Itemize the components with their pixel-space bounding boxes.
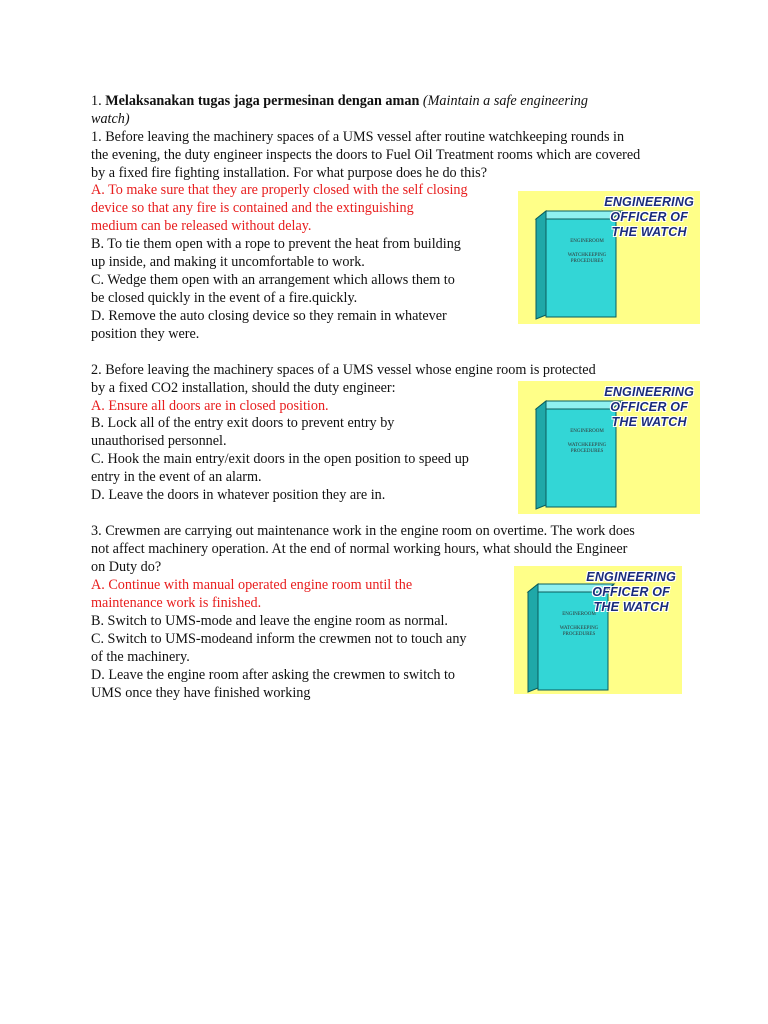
wordart-line: THE WATCH <box>593 600 669 614</box>
wordart-line: ENGINEERING <box>604 195 694 209</box>
book-subtitle: WATCHKEEPING <box>567 443 607 448</box>
watchkeeping-book-figure <box>514 566 682 694</box>
wordart-title <box>604 195 694 240</box>
q2-option-line: unauthorised personnel. <box>91 433 227 449</box>
q3-stem-line: on Duty do? <box>91 559 162 575</box>
watchkeeping-book-figure <box>518 381 700 514</box>
q3-option-line: D. Leave the engine room after asking the crewmen to switch to <box>91 667 456 683</box>
wordart-line: THE WATCH <box>611 225 687 239</box>
watchkeeping-book-figure <box>518 191 700 324</box>
q3-answer-line: A. Continue with manual operated engine room until the <box>91 577 413 593</box>
q2-answer-line: A. Ensure all doors are in closed position. <box>91 398 329 414</box>
q2-option-line: entry in the event of an alarm. <box>91 469 262 485</box>
q1-option-line: B. To tie them open with a rope to prevent the heat from building <box>91 236 461 252</box>
section-title-english-cont: watch) <box>91 111 130 127</box>
wordart-title <box>604 385 694 430</box>
q1-option-line: D. Remove the auto closing device so they remain in whatever <box>91 308 447 324</box>
q1-stem-line: the evening, the duty engineer inspects the doors to Fuel Oil Treatment rooms which are covered <box>91 147 641 163</box>
book-subtitle: PROCEDURES <box>570 449 604 454</box>
q3-option-line: of the machinery. <box>91 649 190 665</box>
q1-option-line: up inside, and making it uncomfortable to work. <box>91 254 365 270</box>
q3-stem-line: 3. Crewmen are carrying out maintenance work in the engine room on overtime. The work does <box>91 523 635 539</box>
q2-option-line: C. Hook the main entry/exit doors in the open position to speed up <box>91 451 469 467</box>
book-title: ENGINEROOM <box>570 239 604 244</box>
q3-stem-line: not affect machinery operation. At the end of normal working hours, what should the Engineer <box>91 541 628 557</box>
q2-option-line: D. Leave the doors in whatever position they are in. <box>91 487 386 503</box>
q1-answer-line: medium can be released without delay. <box>91 218 312 234</box>
q2-option-line: B. Lock all of the entry exit doors to prevent entry by <box>91 415 395 431</box>
wordart-line: ENGINEERING <box>604 385 694 399</box>
book-subtitle: WATCHKEEPING <box>559 626 599 631</box>
book-subtitle: PROCEDURES <box>570 259 604 264</box>
q1-option-line: C. Wedge them open with an arrangement which allows them to <box>91 272 455 288</box>
section-heading <box>91 93 588 111</box>
wordart-line: OFFICER OF <box>592 585 670 599</box>
wordart-line: ENGINEERING <box>586 570 676 584</box>
q3-option-line: C. Switch to UMS-modeand inform the crewmen not to touch any <box>91 631 467 647</box>
book-subtitle: WATCHKEEPING <box>567 253 607 258</box>
wordart-line: OFFICER OF <box>610 400 688 414</box>
section-title-bold: Melaksanakan tugas jaga permesinan dengan aman <box>105 93 420 109</box>
q1-answer-line: A. To make sure that they are properly closed with the self closing <box>91 182 468 198</box>
section-title-english: (Maintain a safe engineering <box>422 93 588 109</box>
q1-option-line: position they were. <box>91 326 200 342</box>
book-title: ENGINEROOM <box>562 612 596 617</box>
book-title: ENGINEROOM <box>570 429 604 434</box>
q2-stem-line: 2. Before leaving the machinery spaces of a UMS vessel whose engine room is protected <box>91 362 596 378</box>
q1-stem-line: by a fixed fire fighting installation. For what purpose does he do this? <box>91 165 487 181</box>
wordart-line: THE WATCH <box>611 415 687 429</box>
q2-stem-line: by a fixed CO2 installation, should the duty engineer: <box>91 380 396 396</box>
book-subtitle: PROCEDURES <box>562 632 596 637</box>
q3-option-line: B. Switch to UMS-mode and leave the engine room as normal. <box>91 613 448 629</box>
q3-option-line: UMS once they have finished working <box>91 685 311 701</box>
wordart-title <box>586 570 676 615</box>
q1-stem-line: 1. Before leaving the machinery spaces of a UMS vessel after routine watchkeeping rounds in <box>91 129 625 145</box>
q1-option-line: be closed quickly in the event of a fire.quickly. <box>91 290 358 306</box>
section-number: 1. <box>91 93 102 109</box>
q1-answer-line: device so that any fire is contained and the extinguishing <box>91 200 414 216</box>
q3-answer-line: maintenance work is finished. <box>91 595 262 611</box>
wordart-line: OFFICER OF <box>610 210 688 224</box>
